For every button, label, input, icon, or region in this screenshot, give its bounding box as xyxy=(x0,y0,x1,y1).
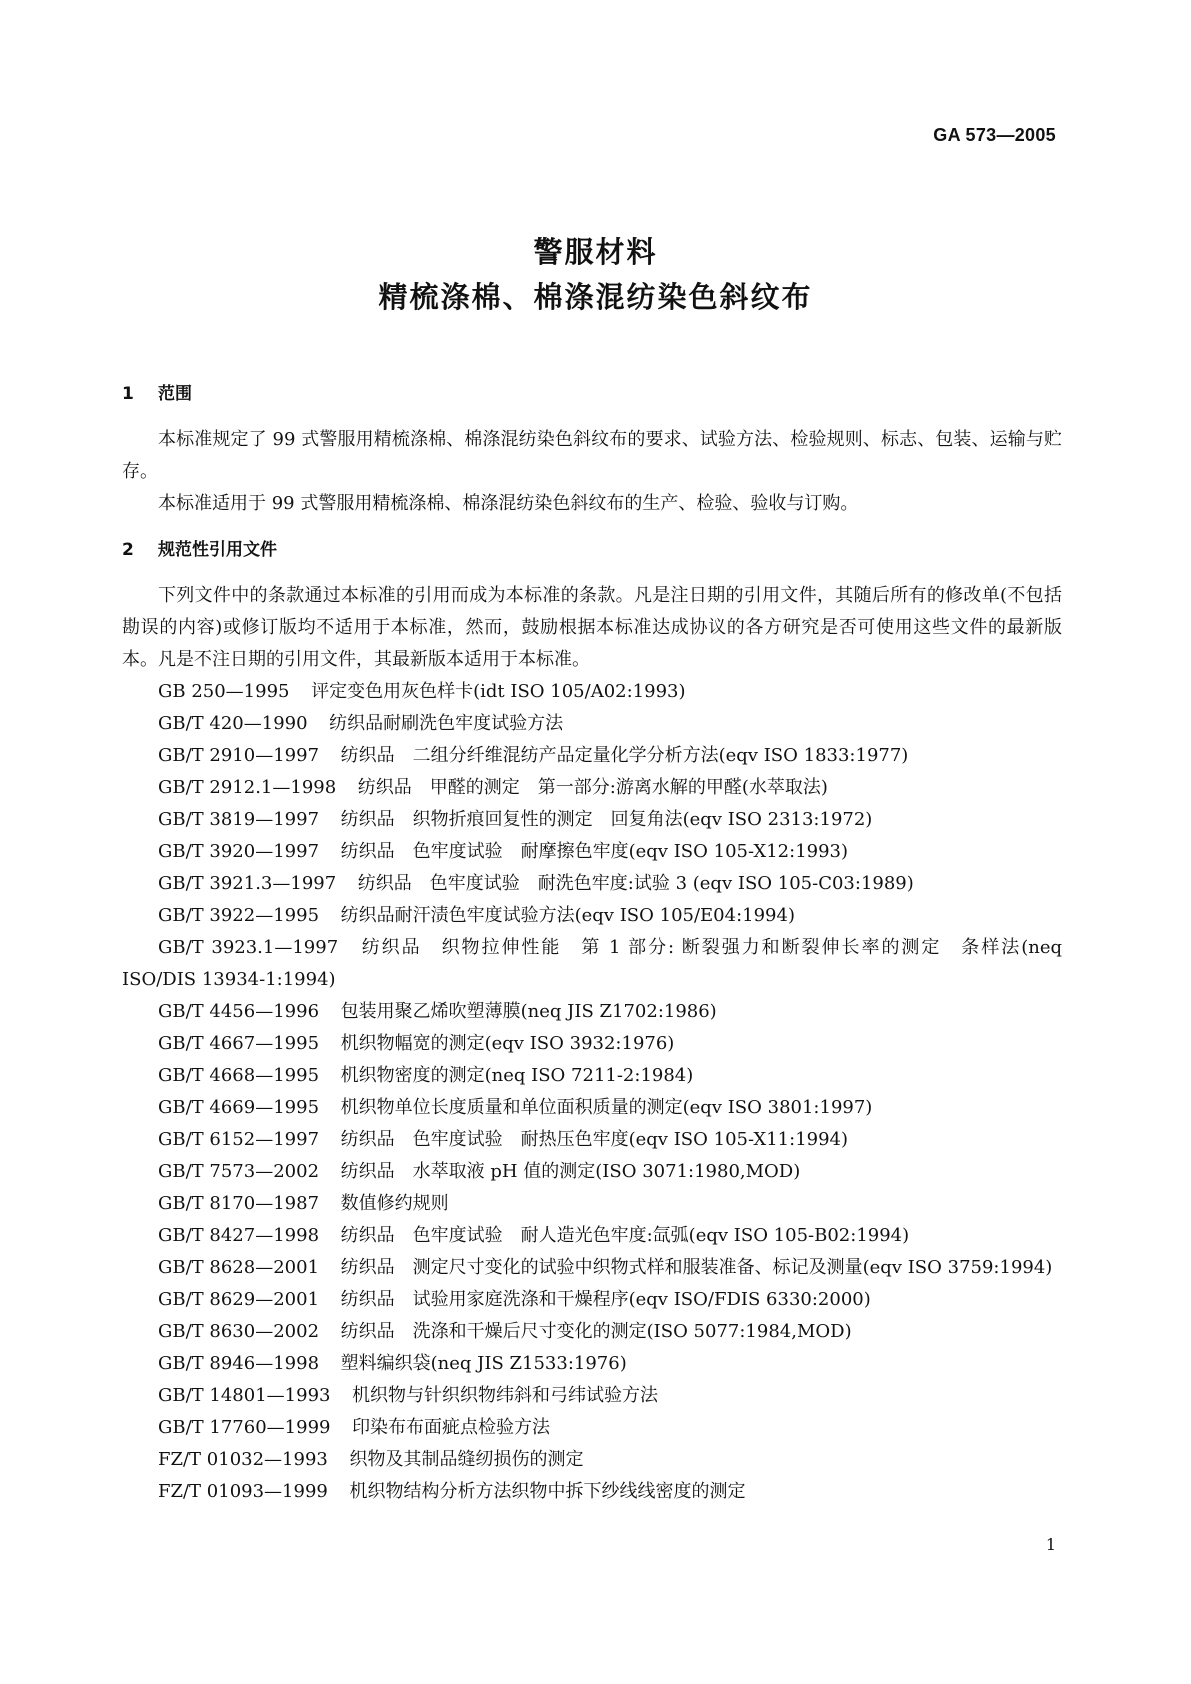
reference-item xyxy=(122,1444,1062,1476)
reference-item xyxy=(122,932,1062,996)
reference-code: GB/T 420—1990 xyxy=(158,713,308,734)
reference-item xyxy=(122,708,1062,740)
reference-title: 机织物结构分析方法织物中拆下纱线线密度的测定 xyxy=(349,1481,746,1502)
reference-item xyxy=(122,1124,1062,1156)
reference-code: GB/T 8946—1998 xyxy=(158,1353,320,1374)
reference-code: GB/T 8427—1998 xyxy=(158,1225,320,1246)
reference-title: 纺织品 色牢度试验 耐摩擦色牢度(eqv ISO 105-X12:1993) xyxy=(340,841,849,862)
reference-title: 机织物密度的测定(neq ISO 7211-2:1984) xyxy=(340,1065,694,1086)
reference-item xyxy=(122,836,1062,868)
reference-item xyxy=(122,804,1062,836)
reference-title: 塑料编织袋(neq JIS Z1533:1976) xyxy=(340,1353,627,1374)
reference-code: GB 250—1995 xyxy=(158,681,290,702)
reference-title: 机织物单位长度质量和单位面积质量的测定(eqv ISO 3801:1997) xyxy=(340,1097,873,1118)
reference-item xyxy=(122,1188,1062,1220)
reference-code: GB/T 4669—1995 xyxy=(158,1097,320,1118)
reference-item xyxy=(122,1476,1062,1508)
section-heading-normative-refs xyxy=(122,534,1062,566)
reference-title: 纺织品 色牢度试验 耐人造光色牢度:氙弧(eqv ISO 105-B02:1994) xyxy=(340,1225,910,1246)
reference-code: GB/T 3819—1997 xyxy=(158,809,320,830)
document-title-line1: 警服材料 xyxy=(533,235,658,269)
reference-item xyxy=(122,1316,1062,1348)
scope-paragraph: 本标准规定了 99 式警服用精梳涤棉、棉涤混纺染色斜纹布的要求、试验方法、检验规则、标志、包装、运输与贮存。 xyxy=(122,429,1062,482)
reference-title: 数值修约规则 xyxy=(340,1193,449,1214)
reference-title: 机织物与针织织物纬斜和弓纬试验方法 xyxy=(352,1385,659,1406)
reference-item xyxy=(122,1156,1062,1188)
section-heading-scope xyxy=(122,378,1062,410)
reference-item xyxy=(122,772,1062,804)
reference-item xyxy=(122,1252,1062,1284)
reference-code: GB/T 8630—2002 xyxy=(158,1321,320,1342)
reference-item xyxy=(122,868,1062,900)
reference-code: GB/T 3921.3—1997 xyxy=(158,873,337,894)
reference-title: 织物及其制品缝纫损伤的测定 xyxy=(349,1449,584,1470)
reference-code: GB/T 8629—2001 xyxy=(158,1289,320,1310)
reference-code: GB/T 3922—1995 xyxy=(158,905,320,926)
reference-item xyxy=(122,1380,1062,1412)
reference-item xyxy=(122,1284,1062,1316)
reference-code: GB/T 7573—2002 xyxy=(158,1161,320,1182)
reference-title: 印染布布面疵点检验方法 xyxy=(352,1417,551,1438)
reference-code: GB/T 8170—1987 xyxy=(158,1193,320,1214)
reference-code: GB/T 3923.1—1997 xyxy=(158,937,339,958)
reference-title: 纺织品耐汗渍色牢度试验方法(eqv ISO 105/E04:1994) xyxy=(340,905,795,926)
reference-item xyxy=(122,1348,1062,1380)
reference-title: 纺织品 二组分纤维混纺产品定量化学分析方法(eqv ISO 1833:1977) xyxy=(340,745,909,766)
reference-title: 包装用聚乙烯吹塑薄膜(neq JIS Z1702:1986) xyxy=(340,1001,717,1022)
reference-code: GB/T 4668—1995 xyxy=(158,1065,320,1086)
reference-item xyxy=(122,1412,1062,1444)
reference-code: GB/T 2912.1—1998 xyxy=(158,777,337,798)
reference-code: GB/T 4456—1996 xyxy=(158,1001,320,1022)
reference-code: GB/T 17760—1999 xyxy=(158,1417,331,1438)
section-number: 1 xyxy=(122,384,134,404)
reference-item xyxy=(122,1092,1062,1124)
reference-title: 纺织品 测定尺寸变化的试验中织物式样和服装准备、标记及测量(eqv ISO 3759:1994) xyxy=(340,1257,1053,1278)
reference-item xyxy=(122,676,1062,708)
document-body xyxy=(122,378,1062,1508)
normative-refs-intro: 下列文件中的条款通过本标准的引用而成为本标准的条款。凡是注日期的引用文件，其随后所有的修改单(不包括勘误的内容)或修订版均不适用于本标准，然而，鼓励根据本标准达成协议的各方研究是否可使用这些文件的最新版本。凡是不注日期的引用文件，其最新版本适用于本标准。 xyxy=(122,585,1062,670)
section-number: 2 xyxy=(122,540,134,560)
reference-list xyxy=(122,676,1062,1508)
section-title: 规范性引用文件 xyxy=(158,540,277,560)
reference-title: 纺织品 色牢度试验 耐洗色牢度:试验 3 (eqv ISO 105-C03:1989) xyxy=(357,873,914,894)
reference-code: GB/T 14801—1993 xyxy=(158,1385,331,1406)
reference-item xyxy=(122,1220,1062,1252)
reference-title: 纺织品 色牢度试验 耐热压色牢度(eqv ISO 105-X11:1994) xyxy=(340,1129,849,1150)
reference-title: 纺织品 试验用家庭洗涤和干燥程序(eqv ISO/FDIS 6330:2000) xyxy=(340,1289,871,1310)
reference-code: GB/T 2910—1997 xyxy=(158,745,320,766)
reference-title: 纺织品 洗涤和干燥后尺寸变化的测定(ISO 5077:1984,MOD) xyxy=(340,1321,852,1342)
scope-paragraph: 本标准适用于 99 式警服用精梳涤棉、棉涤混纺染色斜纹布的生产、检验、验收与订购。 xyxy=(158,493,859,514)
reference-title: 纺织品 织物折痕回复性的测定 回复角法(eqv ISO 2313:1972) xyxy=(340,809,873,830)
reference-item xyxy=(122,1028,1062,1060)
reference-title: 机织物幅宽的测定(eqv ISO 3932:1976) xyxy=(340,1033,675,1054)
reference-item xyxy=(122,900,1062,932)
reference-title: 纺织品 水萃取液 pH 值的测定(ISO 3071:1980,MOD) xyxy=(340,1161,801,1182)
reference-item xyxy=(122,740,1062,772)
reference-code: GB/T 6152—1997 xyxy=(158,1129,320,1150)
reference-code: FZ/T 01093—1999 xyxy=(158,1481,328,1502)
standard-code: GA 573—2005 xyxy=(933,125,1056,145)
section-title: 范围 xyxy=(158,384,192,404)
reference-title: 评定变色用灰色样卡(idt ISO 105/A02:1993) xyxy=(311,681,686,702)
reference-title: 纺织品 织物拉伸性能 第 1 部分: 断裂强力和断裂伸长率的测定 条样法(neq ISO/DIS 13934-1:1994) xyxy=(122,937,1062,990)
reference-code: GB/T 4667—1995 xyxy=(158,1033,320,1054)
document-title-line2: 精梳涤棉、棉涤混纺染色斜纹布 xyxy=(378,280,813,314)
reference-item xyxy=(122,996,1062,1028)
reference-code: FZ/T 01032—1993 xyxy=(158,1449,328,1470)
reference-item xyxy=(122,1060,1062,1092)
reference-code: GB/T 8628—2001 xyxy=(158,1257,320,1278)
page-number: 1 xyxy=(1045,1535,1056,1554)
reference-title: 纺织品耐刷洗色牢度试验方法 xyxy=(329,713,564,734)
reference-code: GB/T 3920—1997 xyxy=(158,841,320,862)
reference-title: 纺织品 甲醛的测定 第一部分:游离水解的甲醛(水萃取法) xyxy=(357,777,828,798)
